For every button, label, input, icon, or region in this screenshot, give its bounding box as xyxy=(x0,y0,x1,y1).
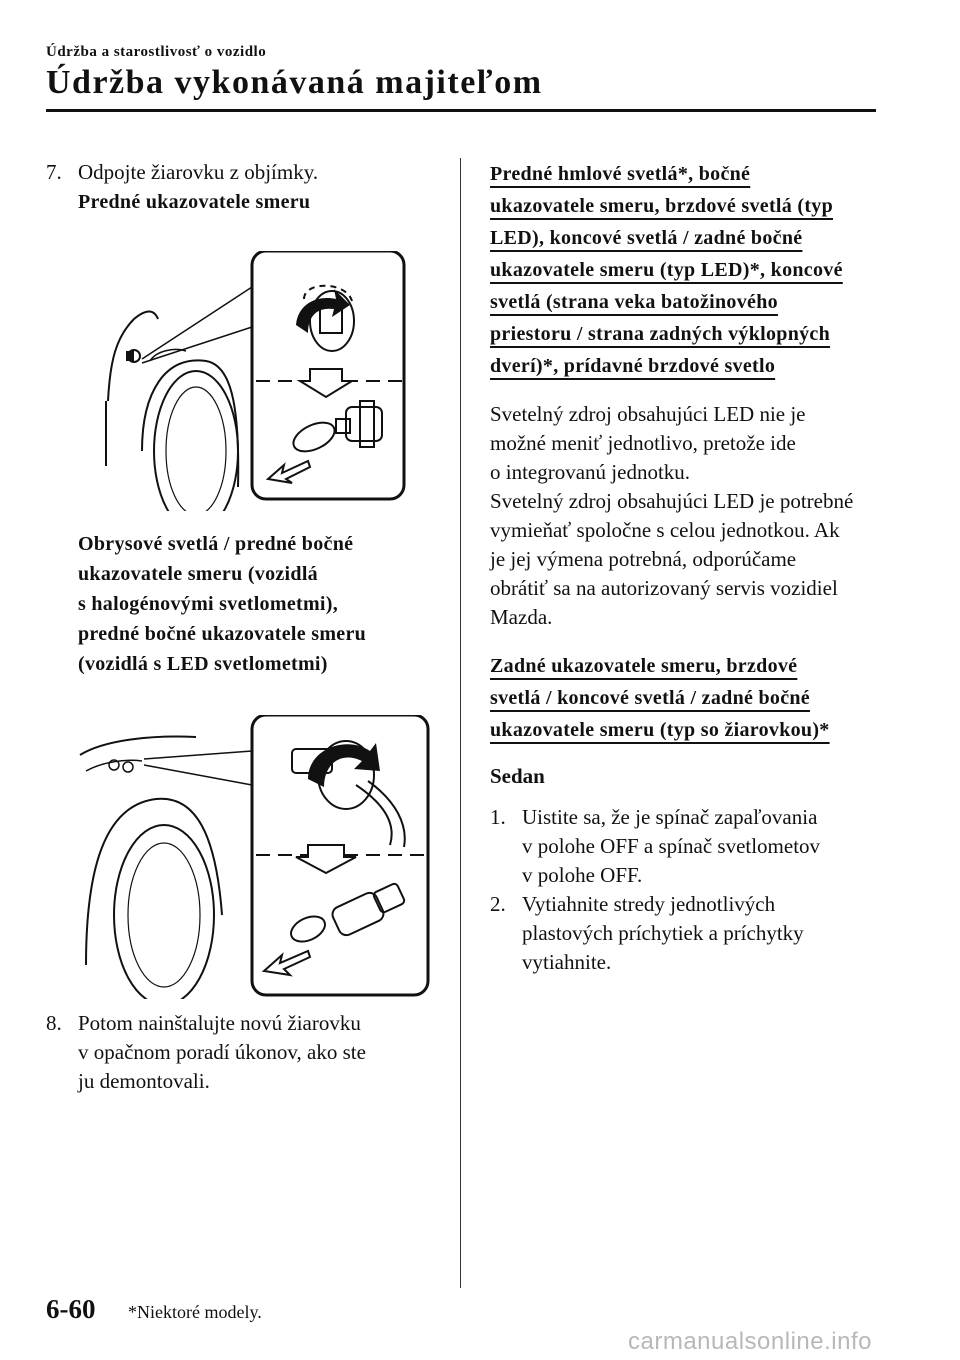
subheading-line: ukazovatele smeru (vozidlá xyxy=(78,563,318,585)
step-text-line: Potom nainštalujte novú žiarovku xyxy=(78,1011,361,1035)
subheading-position-lights xyxy=(78,529,446,679)
front-turn-signal-illustration xyxy=(46,251,406,511)
paragraph-line: obrátiť sa na autorizovaný servis vozidiel xyxy=(490,576,838,600)
subheading-sedan: Sedan xyxy=(490,764,545,788)
footnote: *Niektoré modely. xyxy=(128,1302,262,1322)
step-1 xyxy=(490,803,890,890)
subheading-line: Obrysové svetlá / predné bočné xyxy=(78,533,354,555)
heading-line: dverí)*, prídavné brzdové svetlo xyxy=(490,355,776,377)
step-text-line: v polohe OFF. xyxy=(522,863,643,887)
heading-line: LED), koncové svetlá / zadné bočné xyxy=(490,227,803,249)
column-divider xyxy=(460,158,461,1288)
subheading-front-turn: Predné ukazovatele smeru xyxy=(78,191,311,213)
subheading-line: (vozidlá s LED svetlometmi) xyxy=(78,653,328,675)
step-text-line: ju demontovali. xyxy=(78,1069,210,1093)
heading-line: priestoru / strana zadných výklopných xyxy=(490,323,831,345)
left-column xyxy=(46,158,446,1096)
step-number: 7. xyxy=(46,160,62,184)
step-text-line: v opačnom poradí úkonov, ako ste xyxy=(78,1040,366,1064)
step-text: Odpojte žiarovku z objímky. xyxy=(78,160,319,184)
step-text-line: Vytiahnite stredy jednotlivých xyxy=(522,892,776,916)
step-text-line: plastových príchytiek a príchytky xyxy=(522,921,804,945)
side-marker-illustration xyxy=(46,715,430,999)
paragraph-line: Svetelný zdroj obsahujúci LED nie je xyxy=(490,402,806,426)
page-number: 6-60 xyxy=(46,1294,96,1324)
title-rule xyxy=(46,109,876,112)
step-7 xyxy=(46,158,446,217)
heading-line: svetlá (strana veka batožinového xyxy=(490,291,778,313)
figure-front-turn-signal xyxy=(46,251,446,511)
paragraph-line: Mazda. xyxy=(490,605,553,629)
right-column xyxy=(490,158,890,977)
heading-line: ukazovatele smeru, brzdové svetlá (typ xyxy=(490,195,834,217)
subheading-line: s halogénovými svetlometmi), xyxy=(78,593,339,615)
step-8 xyxy=(46,1009,446,1096)
step-number: 2. xyxy=(490,892,506,916)
heading-line: Predné hmlové svetlá*, bočné xyxy=(490,163,751,185)
step-2 xyxy=(490,890,890,977)
figure-side-marker xyxy=(46,715,446,999)
page-title: Údržba vykonávaná majiteľom xyxy=(46,64,543,101)
paragraph-line: Svetelný zdroj obsahujúci LED je potrebné xyxy=(490,489,854,513)
heading-line: svetlá / koncové svetlá / zadné bočné xyxy=(490,687,810,709)
paragraph-line: možné meniť jednotlivo, pretože ide xyxy=(490,431,796,455)
heading-rear-bulbs xyxy=(490,650,890,746)
heading-line: Zadné ukazovatele smeru, brzdové xyxy=(490,655,798,677)
paragraph-line: vymieňať spoločne s celou jednotkou. Ak xyxy=(490,518,840,542)
breadcrumb: Údržba a starostlivosť o vozidlo xyxy=(46,44,267,60)
heading-line: ukazovatele smeru (typ LED)*, koncové xyxy=(490,259,843,281)
step-number: 1. xyxy=(490,805,506,829)
heading-line: ukazovatele smeru (typ so žiarovkou)* xyxy=(490,719,830,741)
paragraph-line: je jej výmena potrebná, odporúčame xyxy=(490,547,797,571)
paragraph-line: o integrovanú jednotku. xyxy=(490,460,691,484)
led-paragraph xyxy=(490,400,890,632)
heading-led-lights xyxy=(490,158,890,382)
subheading-line: predné bočné ukazovatele smeru xyxy=(78,623,367,645)
step-number: 8. xyxy=(46,1011,62,1035)
step-text-line: vytiahnite. xyxy=(522,950,612,974)
step-text-line: Uistite sa, že je spínač zapaľovania xyxy=(522,805,818,829)
watermark: carmanualsonline.info xyxy=(628,1328,872,1355)
step-text-line: v polohe OFF a spínač svetlometov xyxy=(522,834,821,858)
